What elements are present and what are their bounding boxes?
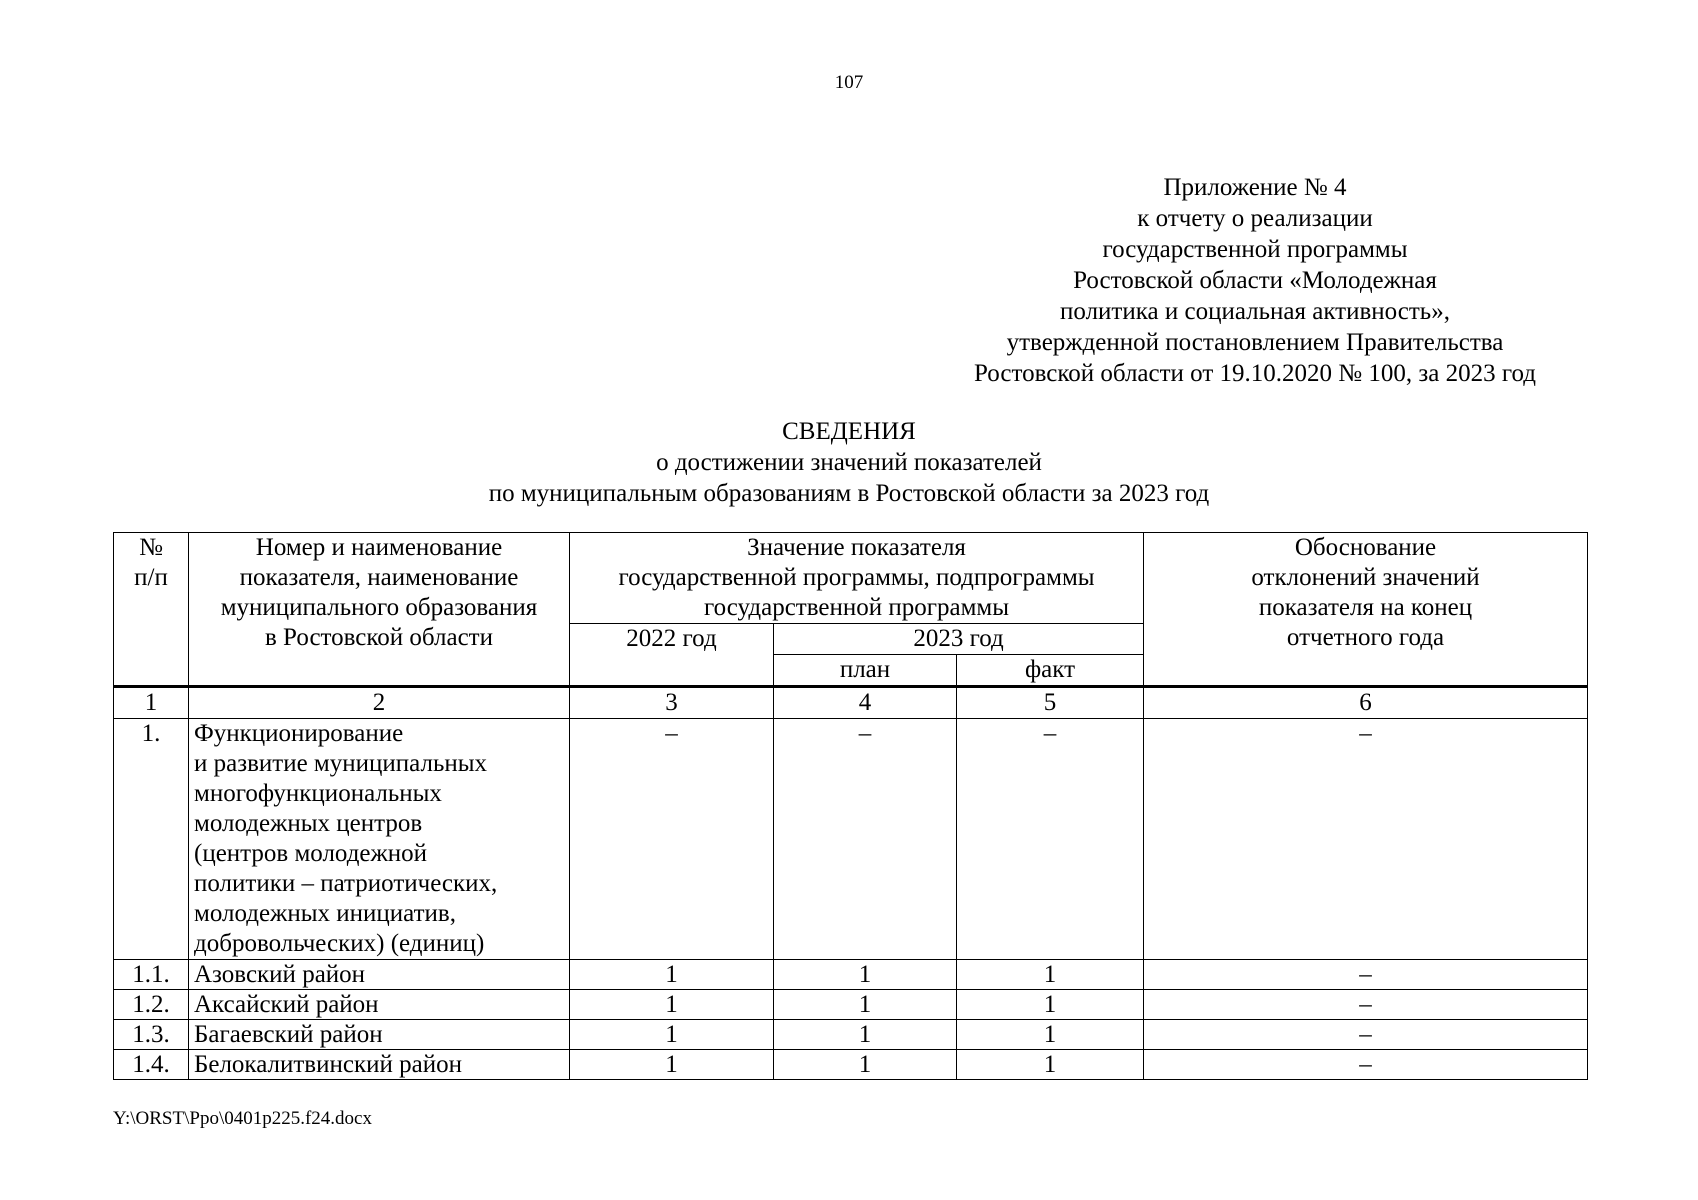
value-2022: 1: [570, 1020, 774, 1050]
row-num: 1.2.: [114, 990, 189, 1020]
appendix-line: Приложение № 4: [1163, 174, 1347, 201]
municipality-name: Аксайский район: [189, 990, 570, 1020]
column-number: 1: [114, 687, 189, 719]
header-num-line: п/п: [134, 564, 168, 591]
column-number: 4: [774, 687, 957, 719]
header-name: [189, 533, 570, 687]
value-plan: 1: [774, 990, 957, 1020]
table-row: [114, 960, 1588, 990]
column-number: 5: [957, 687, 1144, 719]
header-value-line: государственной программы, подпрограммы: [618, 564, 1095, 591]
appendix-line: утвержденной постановлением Правительства: [1006, 329, 1504, 356]
header-name-line: в Ростовской области: [265, 624, 493, 651]
header-value-line: Значение показателя: [747, 534, 966, 561]
value-fact: 1: [957, 1020, 1144, 1050]
value-plan: 1: [774, 1020, 957, 1050]
header-name-line: муниципального образования: [220, 594, 538, 621]
municipality-name: Белокалитвинский район: [189, 1050, 570, 1080]
value-plan: –: [774, 719, 957, 960]
header-name-line: показателя, наименование: [239, 564, 519, 591]
indicator-name-line: молодежных центров: [194, 810, 423, 837]
header-plan: план: [774, 655, 957, 687]
value-fact: 1: [957, 1050, 1144, 1080]
row-num: 1.3.: [114, 1020, 189, 1050]
header-fact: факт: [957, 655, 1144, 687]
file-path: Y:\ORST\Ppo\0401p225.f24.docx: [113, 1108, 372, 1129]
value-2022: 1: [570, 1050, 774, 1080]
header-year-2022: 2022 год: [570, 624, 774, 687]
indicator-name: [189, 719, 570, 960]
row-num: 1.: [114, 719, 189, 960]
deviation-reason: –: [1144, 960, 1588, 990]
indicator-name-line: и развитие муниципальных: [194, 750, 488, 777]
indicator-name-line: Функционирование: [194, 720, 404, 747]
municipality-name: Багаевский район: [189, 1020, 570, 1050]
header-name-line: Номер и наименование: [255, 534, 503, 561]
header-year-2023: 2023 год: [774, 624, 1144, 655]
column-number: 6: [1144, 687, 1588, 719]
value-plan: 1: [774, 1050, 957, 1080]
appendix-line: государственной программы: [1102, 236, 1408, 263]
indicator-name-line: многофункциональных: [194, 780, 442, 807]
appendix-line: Ростовской области «Молодежная: [1073, 267, 1437, 294]
appendix-note: [935, 172, 1575, 389]
deviation-reason: –: [1144, 1020, 1588, 1050]
header-value-line: государственной программы: [703, 594, 1010, 621]
header-num-line: №: [139, 534, 163, 561]
value-fact: –: [957, 719, 1144, 960]
column-number: 3: [570, 687, 774, 719]
column-number: 2: [189, 687, 570, 719]
appendix-line: Ростовской области от 19.10.2020 № 100, за 2023 год: [974, 360, 1536, 387]
deviation-reason: –: [1144, 719, 1588, 960]
indicator-name-line: молодежных инициатив,: [194, 900, 456, 927]
value-fact: 1: [957, 960, 1144, 990]
table-row: [114, 990, 1588, 1020]
value-fact: 1: [957, 990, 1144, 1020]
value-2022: –: [570, 719, 774, 960]
header-reason-line: Обоснование: [1294, 534, 1437, 561]
column-numbers-row: [114, 687, 1588, 719]
header-reason-line: отклонений значений: [1251, 564, 1480, 591]
appendix-line: политика и социальная активность»,: [1060, 298, 1450, 325]
header-reason-line: показателя на конец: [1258, 594, 1473, 621]
indicator-name-line: добровольческих) (единиц): [194, 930, 485, 957]
header-row: [114, 533, 1588, 624]
title-heading: СВЕДЕНИЯ: [782, 418, 916, 445]
header-value: [570, 533, 1144, 624]
table-row: [114, 1050, 1588, 1080]
deviation-reason: –: [1144, 990, 1588, 1020]
table-row: [114, 1020, 1588, 1050]
header-reason-line: отчетного года: [1286, 624, 1445, 651]
deviation-reason: –: [1144, 1050, 1588, 1080]
row-num: 1.1.: [114, 960, 189, 990]
header-num: [114, 533, 189, 687]
value-plan: 1: [774, 960, 957, 990]
row-num: 1.4.: [114, 1050, 189, 1080]
indicator-row: [114, 719, 1588, 960]
value-2022: 1: [570, 990, 774, 1020]
appendix-line: к отчету о реализации: [1137, 205, 1373, 232]
title-subline: о достижении значений показателей: [656, 449, 1042, 476]
page-number: 107: [834, 72, 864, 93]
document-title: [0, 416, 1698, 509]
indicator-name-line: политики – патриотических,: [194, 870, 498, 897]
header-reason: [1144, 533, 1588, 687]
indicators-table: [113, 532, 1588, 1080]
title-subline: по муниципальным образованиям в Ростовской области за 2023 год: [488, 480, 1210, 507]
value-2022: 1: [570, 960, 774, 990]
indicator-name-line: (центров молодежной: [194, 840, 428, 867]
municipality-name: Азовский район: [189, 960, 570, 990]
